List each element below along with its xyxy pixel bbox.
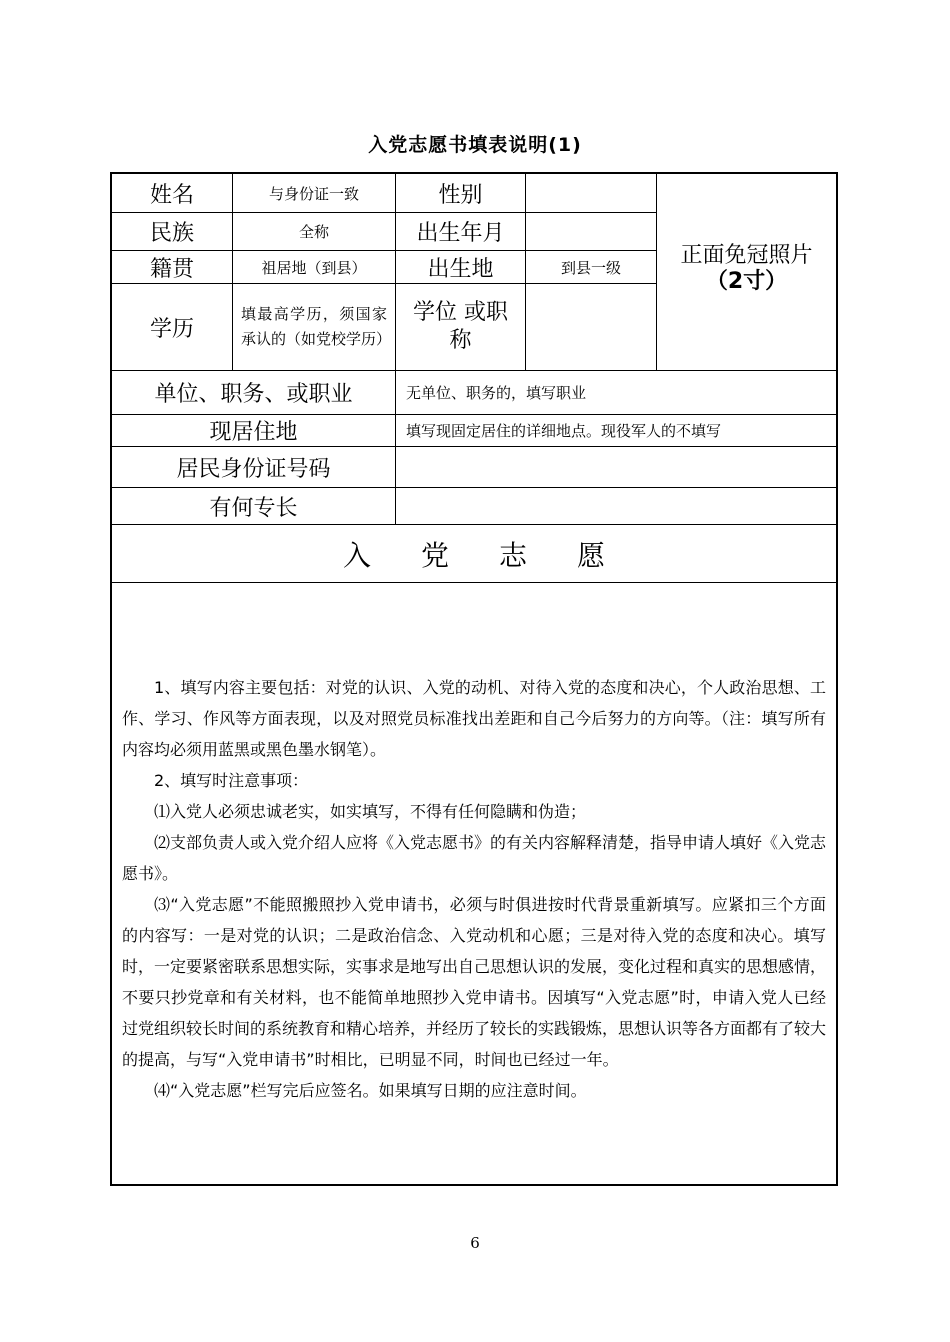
application-form-table: [110, 172, 838, 1186]
id-number-label: 居民身份证号码: [176, 456, 331, 482]
photo-label: 正面免冠照片: [680, 243, 813, 268]
degree-title-label: 学位 或职称: [413, 300, 508, 353]
degree-title-field[interactable]: [526, 284, 656, 370]
work-label: 单位、职务、或职业: [154, 382, 353, 407]
photo-size: （2寸）: [705, 269, 788, 294]
id-number-field[interactable]: [396, 447, 836, 487]
native-place-field[interactable]: 祖居地（到县）: [261, 258, 367, 277]
page-title: 入党志愿书填表说明(1): [368, 134, 582, 156]
work-field[interactable]: 无单位、职务的，填写职业: [406, 384, 587, 402]
instruction-paragraph: ⑴入党人必须忠诚老实，如实填写，不得有任何隐瞒和伪造；: [154, 802, 587, 821]
ethnicity-label: 民族: [149, 221, 194, 246]
address-field[interactable]: 填写现固定居住的详细地点。现役军人的不填写: [406, 422, 722, 440]
instruction-paragraph: 1、填写内容主要包括：对党的认识、入党的动机、对待入党的态度和决心，个人政治思想、工作、学习、作风等方面表现，以及对照党员标准找出差距和自己今后努力的方向等。（注：填写所有内容均必须用蓝黑或黑色墨水钢笔）。: [122, 678, 826, 759]
skill-label: 有何专长: [209, 495, 298, 521]
row-divider: [112, 582, 836, 583]
birth-date-label: 出生年月: [416, 221, 505, 246]
gender-label: 性别: [438, 182, 483, 208]
instruction-paragraph: ⑷“入党志愿”栏写完后应签名。如果填写日期的应注意时间。: [154, 1081, 587, 1100]
native-place-label: 籍贯: [149, 256, 194, 282]
page-number: 6: [470, 1234, 480, 1252]
name-label: 姓名: [149, 182, 194, 208]
address-label: 现居住地: [209, 420, 298, 445]
ethnicity-field[interactable]: 全称: [298, 223, 329, 241]
birthplace-label: 出生地: [427, 256, 494, 282]
skill-field[interactable]: [396, 488, 836, 524]
name-field[interactable]: 与身份证一致: [268, 184, 359, 203]
instruction-paragraph: ⑵支部负责人或入党介绍人应将《入党志愿书》的有关内容解释清楚，指导申请人填好《入党志愿书》。: [122, 833, 827, 883]
education-field[interactable]: 填最高学历，须国家承认的（如党校学历）: [241, 305, 392, 348]
birthplace-field[interactable]: 到县一级: [560, 258, 621, 277]
education-label: 学历: [149, 316, 194, 342]
instruction-paragraph: ⑶“入党志愿”不能照搬照抄入党申请书，必须与时俱进按时代背景重新填写。应紧扣三个方面的内容写：一是对党的认识；二是政治信念、入党动机和心愿；三是对待入党的态度和决心。填写时，一定要紧密联系思想实际，实事求是地写出自己思想认识的发展，变化过程和真实的思想感情，不要只抄党章和有关材料，也不能简单地照抄入党申请书。因填写“入党志愿”时，申请入党人已经过党组织较长时间的系统教育和精心培养，并经历了较长的实践锻炼，思想认识等各方面都有了较大的提高，与写“入党申请书”时相比，已明显不同，时间也已经过一年。: [122, 895, 827, 1069]
instructions-text: [122, 672, 826, 1106]
section-heading: 入党志愿: [342, 538, 655, 572]
instruction-paragraph: 2、填写时注意事项：: [154, 771, 309, 790]
birth-date-field[interactable]: [526, 213, 656, 250]
photo-box[interactable]: [657, 174, 836, 370]
gender-field[interactable]: [526, 174, 656, 212]
